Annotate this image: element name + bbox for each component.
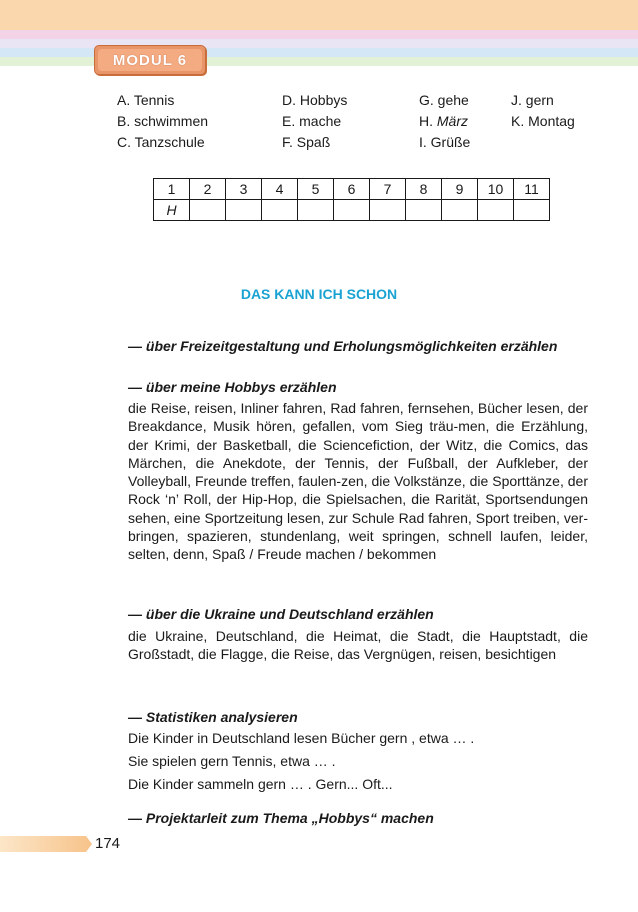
statistic-line: Sie spielen gern Tennis, etwa … . (128, 753, 336, 769)
answer-table-answer-row (154, 200, 550, 221)
page-number-arrow (0, 836, 92, 852)
answer-cell (370, 200, 406, 221)
answer-cell (262, 200, 298, 221)
option-word: März (436, 113, 469, 129)
table-cell: 6 (334, 179, 370, 200)
answer-cell (514, 200, 550, 221)
answer-cell (298, 200, 334, 221)
table-cell: 11 (514, 179, 550, 200)
table-cell: 8 (406, 179, 442, 200)
topic-block-ukraine (128, 606, 588, 664)
module-badge-label: MODUL 6 (98, 49, 202, 71)
option-item: B. schwimmen (117, 113, 209, 129)
option-item (419, 111, 470, 132)
table-cell: 1 (154, 179, 190, 200)
table-cell: 2 (190, 179, 226, 200)
topic-block-freizeit (128, 338, 588, 354)
topic-heading: — über meine Hobbys erzählen (128, 379, 337, 395)
statistic-line: Die Kinder sammeln gern … . Gern... Oft... (128, 776, 393, 792)
topic-heading: — über die Ukraine und Deutschland erzählen (128, 606, 434, 622)
answer-cell (406, 200, 442, 221)
options-column-1 (117, 90, 208, 153)
topic-block-statistik (128, 709, 588, 794)
answer-cell (226, 200, 262, 221)
topic-vocabulary: die Reise, reisen, Inliner fahren, Rad fahren, fernsehen, Bücher lesen, der Breakdance, Musik hören, gefallen, vom Sieg träu-men, die Erzählung, der Krimi, der Basketball, die Sciencefiction, der Witz, die Comics, das Märchen, die Anekdote, der Tennis, der Fußball, der Aufkleber, der Volleyball, Freunde treffen, faulen-zen, die Volkstänze, die Sporttänze, der Rock ‘n’ Roll, der Hip-Hop, die Spielsachen, die Rarität, Sportsendungen sehen, eine Sportzeitung lesen, zur Schule Rad fahren, Sport treiben, ver-bringen, spazieren, stundenlang, weit springen, schnell laufen, leider, selten, denn, Spaß / Freude machen / bekommen (128, 400, 588, 563)
answer-cell (442, 200, 478, 221)
topic-vocabulary: die Ukraine, Deutschland, die Heimat, die Stadt, die Hauptstadt, die Großstadt, die Flagge, die Reise, das Vergnügen, reisen, besichtigen (128, 628, 588, 663)
topic-heading: — über Freizeitgestaltung und Erholungsmöglichkeiten erzählen (128, 338, 558, 354)
option-item: E. mache (282, 113, 342, 129)
option-item: K. Montag (511, 113, 575, 129)
option-item: G. gehe (419, 92, 469, 108)
table-cell: 9 (442, 179, 478, 200)
topic-heading: — Projektarleit zum Thema „Hobbys“ machen (128, 810, 434, 826)
options-column-4 (511, 90, 575, 132)
topic-heading: — Statistiken analysieren (128, 709, 298, 725)
header-stripe (0, 30, 638, 39)
answer-cell (190, 200, 226, 221)
option-item: A. Tennis (117, 92, 175, 108)
table-cell: 10 (478, 179, 514, 200)
table-cell: 5 (298, 179, 334, 200)
statistic-line: Die Kinder in Deutschland lesen Bücher gern , etwa … . (128, 730, 475, 746)
page-number: 174 (95, 835, 121, 852)
module-badge (94, 45, 206, 75)
answer-table (153, 178, 550, 221)
answer-cell: H (154, 200, 190, 221)
table-cell: 7 (370, 179, 406, 200)
table-cell: 3 (226, 179, 262, 200)
option-letter: H. (419, 113, 437, 129)
section-title: DAS KANN ICH SCHON (240, 286, 398, 302)
answer-cell (334, 200, 370, 221)
answer-table-number-row (154, 179, 550, 200)
option-item: C. Tanzschule (117, 134, 205, 150)
option-item: J. gern (511, 92, 554, 108)
topic-block-projekt (128, 810, 588, 826)
options-column-2 (282, 90, 347, 153)
header-band (0, 0, 638, 30)
topic-block-hobbys (128, 379, 588, 564)
answer-cell (478, 200, 514, 221)
option-item: D. Hobbys (282, 92, 348, 108)
option-item: F. Spaß (282, 134, 331, 150)
options-column-3 (419, 90, 470, 153)
option-item: I. Grüße (419, 134, 471, 150)
table-cell: 4 (262, 179, 298, 200)
